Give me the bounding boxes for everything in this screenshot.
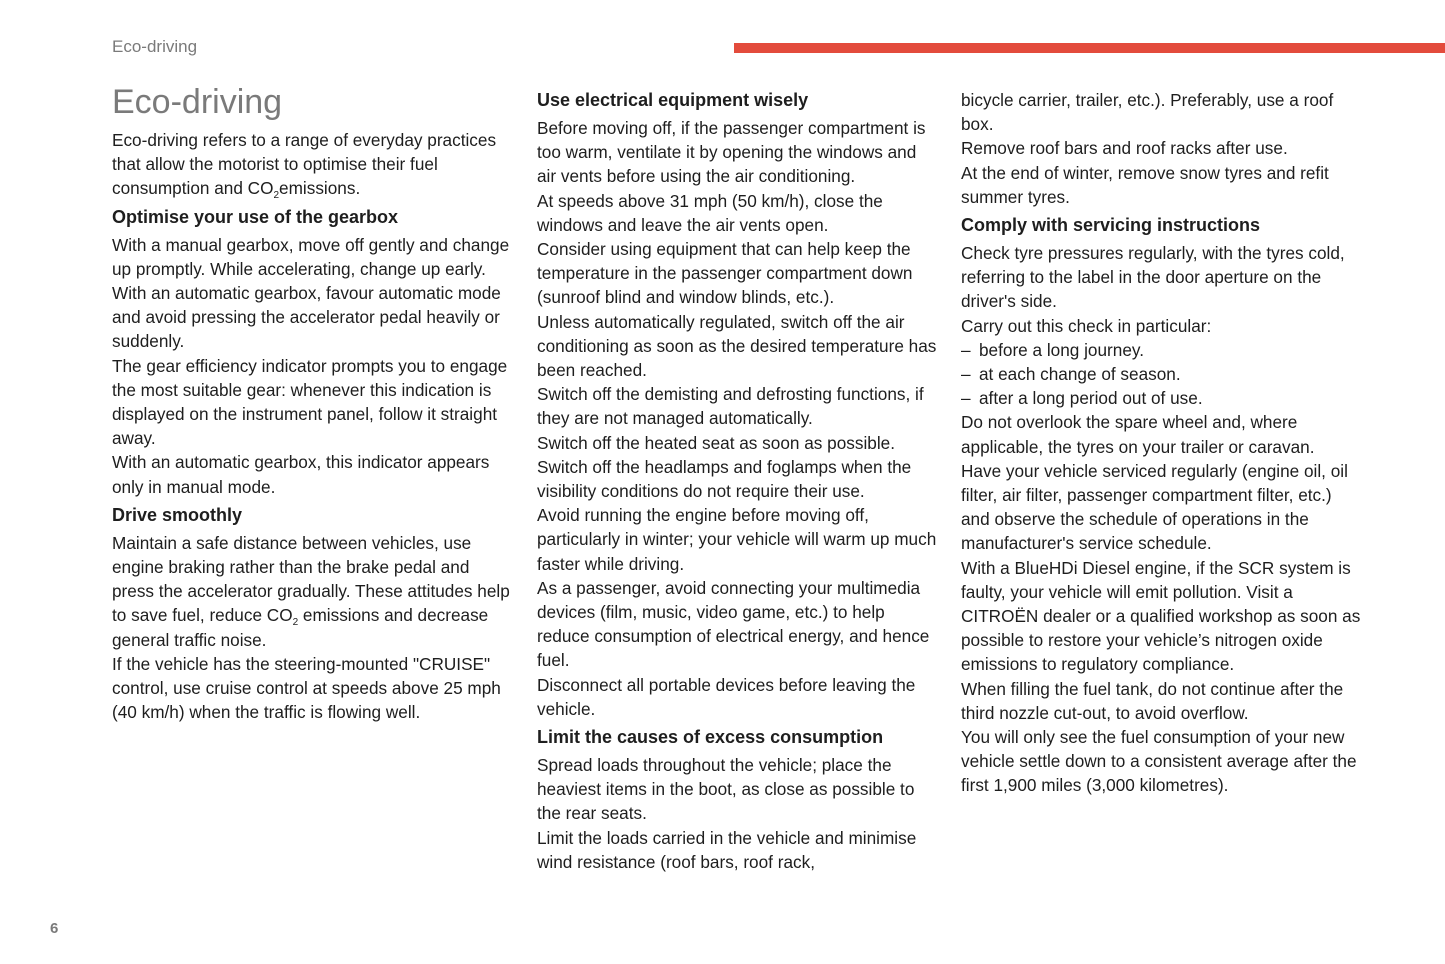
servicing-paragraph: Check tyre pressures regularly, with the tyres cold, referring to the label in the door aperture on the driver's side.: [961, 243, 1345, 312]
electrical-paragraph: Switch off the headlamps and foglamps when the visibility conditions do not require their use.: [537, 456, 912, 502]
section-heading-gearbox: Optimise your use of the gearbox: [112, 206, 399, 227]
electrical-paragraph: Consider using equipment that can help keep the temperature in the passenger compartment down (sunroof blind and window blinds, etc.).: [537, 239, 913, 308]
drive-smoothly-paragraph: If the vehicle has the steering-mounted "CRUISE" control, use cruise control at speeds above 25 mph (40 km/h) when the traffic is flowing well.: [112, 653, 501, 723]
list-item: [961, 362, 1361, 386]
list-item-text: after a long period out of use.: [979, 388, 1203, 409]
servicing-paragraph: Have your vehicle serviced regularly (engine oil, oil filter, air filter, passenger compartment filter, etc.) and observe the schedule of operations in the manufacturer's service schedule.: [961, 460, 1348, 554]
intro-text: Eco-driving refers to a range of everyday practices that allow the motorist to optimise their fuel consumption and CO: [112, 130, 497, 199]
list-item-text: at each change of season.: [979, 364, 1181, 385]
dash-bullet-icon: –: [961, 339, 971, 360]
section-heading-servicing: Comply with servicing instructions: [961, 215, 1261, 236]
electrical-paragraph: Unless automatically regulated, switch off the air conditioning as soon as the desired temperature has been reached.: [537, 311, 937, 381]
electrical-paragraph: Before moving off, if the passenger compartment is too warm, ventilate it by opening the windows and air vents before using the air conditioning.: [537, 118, 926, 187]
excess-paragraph-continued: bicycle carrier, trailer, etc.). Preferably, use a roof box.: [961, 90, 1334, 135]
intro-text-end: emissions.: [279, 178, 361, 199]
gearbox-paragraph: The gear efficiency indicator prompts you to engage the most suitable gear: whenever this indication is displayed on the instrument panel, follow it straight away.: [112, 355, 508, 449]
servicing-paragraph: You will only see the fuel consumption of your new vehicle settle down to a consistent average after the first 1,900 miles (3,000 kilometres).: [961, 727, 1357, 796]
dash-bullet-icon: –: [961, 364, 971, 385]
intro-paragraph: [112, 128, 512, 201]
dash-bullet-icon: –: [961, 388, 971, 409]
page-title: Eco-driving: [112, 83, 283, 121]
electrical-paragraph: As a passenger, avoid connecting your multimedia devices (film, music, video game, etc.) to help reduce consumption of electrical energy, and hence fuel.: [537, 577, 930, 671]
servicing-paragraph: With a BlueHDi Diesel engine, if the SCR system is faulty, your vehicle will emit pollution. Visit a CITROËN dealer or a qualified workshop as soon as possible to restore your vehicle’s nitrogen oxide emissions to regulatory compliance.: [961, 557, 1361, 675]
electrical-paragraph: Avoid running the engine before moving off, particularly in winter; your vehicle will warm up much faster while driving.: [537, 505, 937, 574]
subscript-2: 2: [292, 617, 299, 629]
gearbox-paragraph: With a manual gearbox, move off gently and change up promptly. While accelerating, change up early.: [112, 234, 510, 279]
servicing-paragraph: When filling the fuel tank, do not continue after the third nozzle cut-out, to avoid overflow.: [961, 678, 1344, 723]
running-header-title: Eco-driving: [112, 37, 198, 56]
subscript-2: 2: [273, 190, 280, 202]
section-heading-excess-consumption: Limit the causes of excess consumption: [537, 727, 884, 748]
electrical-paragraph: At speeds above 31 mph (50 km/h), close the windows and leave the air vents open.: [537, 190, 883, 235]
list-item-text: before a long journey.: [979, 339, 1144, 360]
section-heading-drive-smoothly: Drive smoothly: [112, 504, 243, 525]
excess-paragraph-continued: At the end of winter, remove snow tyres and refit summer tyres.: [961, 162, 1329, 207]
drive-text-end: emissions and decrease general traffic noise.: [112, 605, 489, 650]
column-1: [112, 83, 512, 724]
gearbox-paragraph: With an automatic gearbox, favour automatic mode and avoid pressing the accelerator pedal heavily or suddenly.: [112, 283, 501, 352]
servicing-paragraph: Carry out this check in particular:: [961, 315, 1212, 336]
column-3: [961, 88, 1361, 798]
excess-paragraph-continued: Remove roof bars and roof racks after use.: [961, 138, 1288, 159]
gearbox-paragraph: With an automatic gearbox, this indicator appears only in manual mode.: [112, 452, 490, 497]
column-2: [537, 88, 937, 874]
electrical-paragraph: Switch off the demisting and defrosting functions, if they are not managed automatically.: [537, 384, 924, 429]
servicing-paragraph: Do not overlook the spare wheel and, where applicable, the tyres on your trailer or caravan.: [961, 412, 1315, 457]
excess-paragraph: Spread loads throughout the vehicle; place the heaviest items in the boot, as close as possible to the rear seats.: [537, 755, 915, 824]
electrical-paragraph: Disconnect all portable devices before leaving the vehicle.: [537, 674, 916, 719]
section-heading-electrical: Use electrical equipment wisely: [537, 90, 809, 110]
page-number: 6: [50, 920, 59, 937]
header-accent-bar: [734, 43, 1445, 53]
electrical-paragraph: Switch off the heated seat as soon as possible.: [537, 432, 895, 453]
excess-paragraph: Limit the loads carried in the vehicle and minimise wind resistance (roof bars, roof rack,: [537, 827, 917, 872]
list-item: [961, 386, 1361, 410]
drive-text: Maintain a safe distance between vehicles, use engine braking rather than the brake pedal and press the accelerator gradually. These attitudes help to save fuel, reduce CO: [112, 532, 510, 626]
drive-smoothly-paragraph: [112, 531, 512, 652]
list-item: [961, 338, 1361, 362]
